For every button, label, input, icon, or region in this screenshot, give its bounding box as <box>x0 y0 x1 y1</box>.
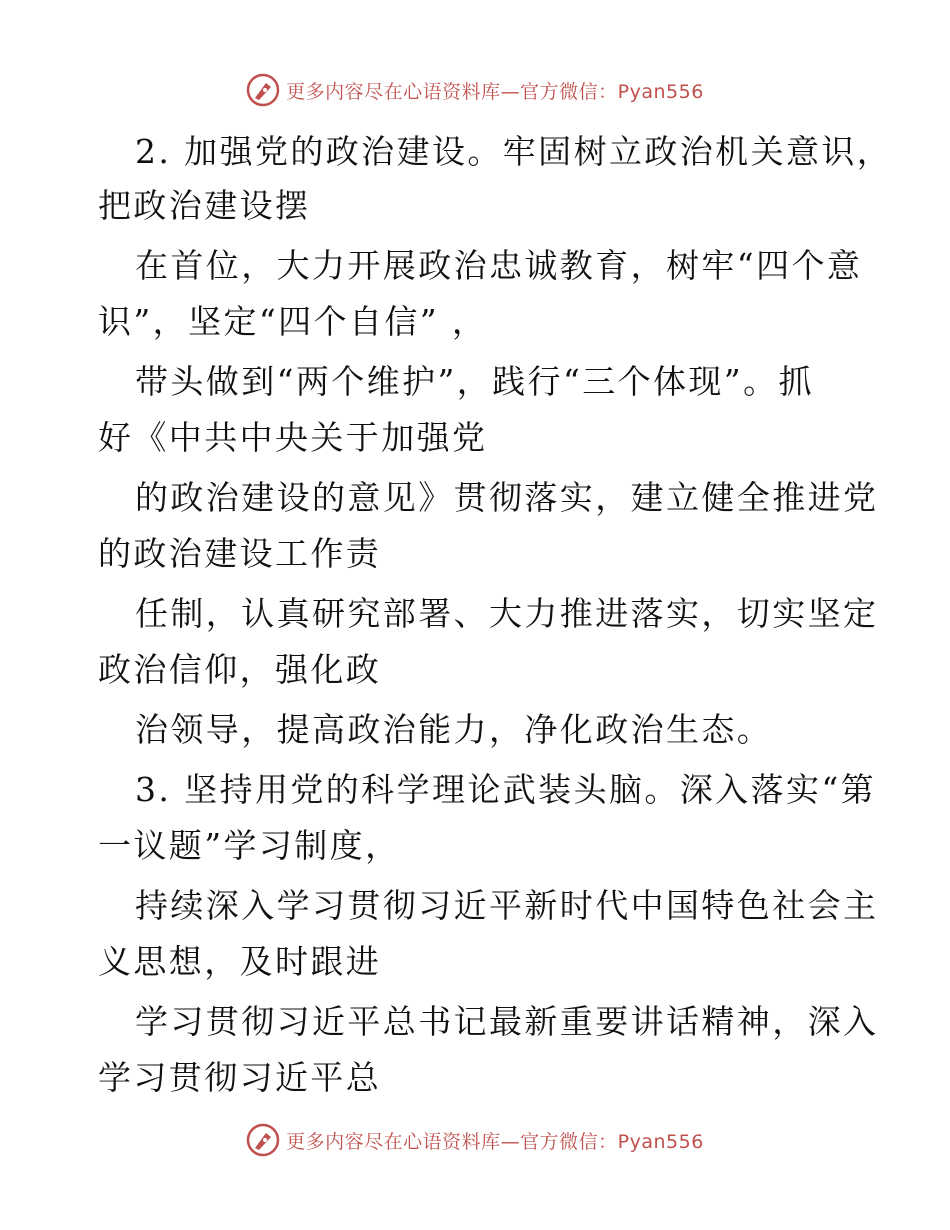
text-line: 政治信仰，强化政 <box>98 650 382 689</box>
watermark-text: 更多内容尽在心语资料库—官方微信：Pyan556 <box>286 80 704 103</box>
text-line: 带头做到“两个维护”，践行“三个体现”。抓 <box>135 362 814 401</box>
text-line: 识”，坚定“四个自信” ， <box>98 302 488 341</box>
text-line: 把政治建设摆 <box>98 186 311 225</box>
text-line: 一议题”学习制度， <box>98 826 401 865</box>
text-line: 的政治建设的意见》贯彻落实，建立健全推进党 <box>135 478 879 517</box>
text-line: 在首位，大力开展政治忠诚教育，树牢“四个意 <box>135 246 863 285</box>
watermark-text: 更多内容尽在心语资料库—官方微信：Pyan556 <box>286 1130 704 1153</box>
pen-nib-logo-icon <box>246 73 280 107</box>
text-line: 好《中共中央关于加强党 <box>98 418 488 457</box>
pen-nib-logo-icon <box>246 1123 280 1157</box>
text-line: 义思想，及时跟进 <box>98 942 382 981</box>
text-line: 学习贯彻习近平总书记最新重要讲话精神，深入 <box>135 1002 879 1041</box>
text-line: 3. 坚持用党的科学理论武装头脑。深入落实“第 <box>135 770 877 809</box>
text-line: 持续深入学习贯彻习近平新时代中国特色社会主 <box>135 886 879 925</box>
header-watermark <box>0 70 950 110</box>
footer-watermark <box>0 1120 950 1160</box>
text-line: 的政治建设工作责 <box>98 534 382 573</box>
text-line: 学习贯彻习近平总 <box>98 1058 382 1097</box>
text-line: 任制，认真研究部署、大力推进落实，切实坚定 <box>135 594 879 633</box>
text-line: 治领导，提高政治能力，净化政治生态。 <box>135 710 773 749</box>
text-line: 2. 加强党的政治建设。牢固树立政治机关意识， <box>135 132 893 171</box>
